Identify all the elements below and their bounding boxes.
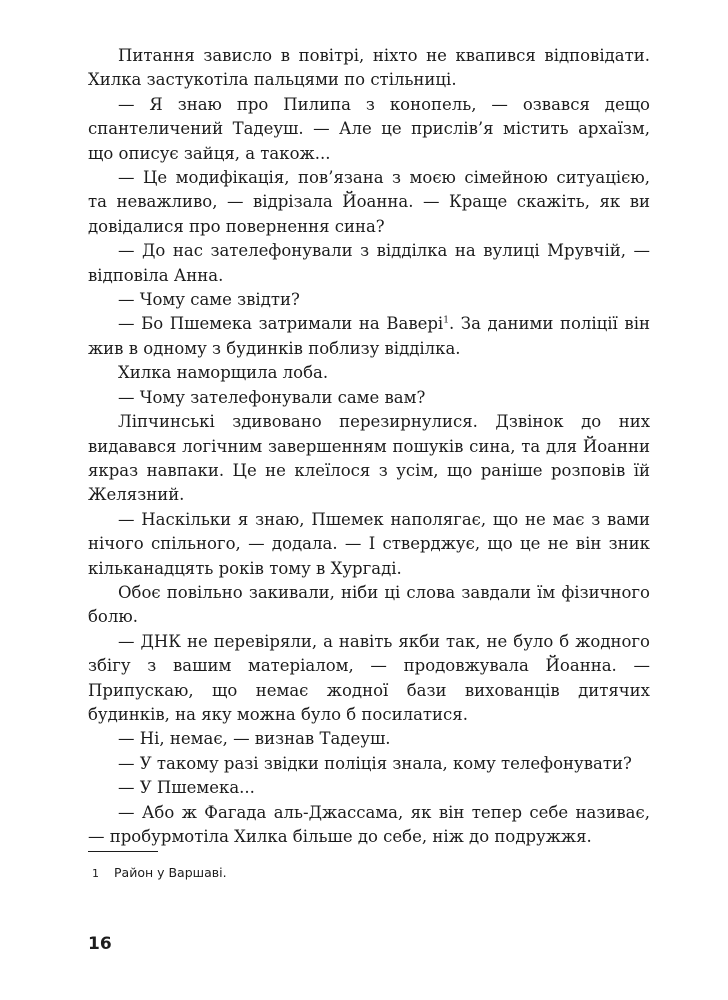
footnote-text: Район у Варшаві.	[114, 865, 227, 881]
paragraph: Ліпчинські здивовано перезирнулися. Дзвінок до них видавався логічним завершенням пошуків сина, та для Йоанни якраз навпаки. Це не клеїлося з усім, що раніше розповів їй Желязний.	[88, 412, 650, 505]
body-text	[88, 44, 650, 849]
footnote	[88, 864, 650, 883]
paragraph: — Наскільки я знаю, Пшемек наполягає, що не має з вами нічого спільного, — додала. — І стверджує, що це не він зник кільканадцять років тому в Хургаді.	[88, 509, 650, 578]
paragraph: — Чому зателефонували саме вам?	[118, 387, 426, 407]
footnote-reference: 1	[443, 315, 449, 326]
paragraph-text: . За даними поліції він жив в одному з будинків поблизу відділка.	[88, 314, 650, 358]
paragraph: — Ні, немає, — визнав Тадеуш.	[118, 729, 391, 749]
paragraph: — ДНК не перевіряли, а навіть якби так, не було б жодного збігу з вашим матеріалом, — продовжувала Йоанна. — Припускаю, що немає жодної бази вихованців дитячих будинків, на яку можна було б посилатися.	[88, 631, 650, 724]
paragraph-text: — Бо Пшемека затримали на Вавері	[118, 314, 444, 334]
paragraph: — Чому саме звідти?	[118, 290, 300, 310]
book-page	[88, 44, 650, 883]
footnote-mark: 1	[92, 867, 99, 881]
paragraph: — Я знаю про Пилипа з конопель, — озвався дещо спантеличений Тадеуш. — Але це прислів’я містить архаїзм, що описує зайця, а також...	[88, 94, 650, 163]
footnote-divider	[88, 851, 158, 852]
paragraph: Обоє повільно закивали, ніби ці слова завдали їм фізичного болю.	[88, 582, 650, 627]
paragraph: Питання зависло в повітрі, ніхто не квапився відповідати. Хилка застукотіла пальцями по стільниці.	[88, 46, 650, 90]
paragraph: — У Пшемека...	[118, 778, 255, 798]
paragraph: Хилка наморщила лоба.	[118, 363, 329, 383]
paragraph-with-footnote	[88, 312, 650, 361]
paragraph: — Це модифікація, пов’язана з моєю сімейною ситуацією, та неважливо, — відрізала Йоанна. — Краще скажіть, як ви довідалися про повернення сина?	[88, 168, 650, 236]
paragraph: — До нас зателефонували з відділка на вулиці Мрувчій, — відповіла Анна.	[88, 241, 650, 285]
paragraph: — Або ж Фагада аль-Джассама, як він тепер себе називає, — пробурмотіла Хилка більше до себе, ніж до подружжя.	[88, 802, 650, 846]
page-number: 16	[88, 934, 112, 954]
paragraph: — У такому разі звідки поліція знала, кому телефонувати?	[118, 753, 632, 773]
